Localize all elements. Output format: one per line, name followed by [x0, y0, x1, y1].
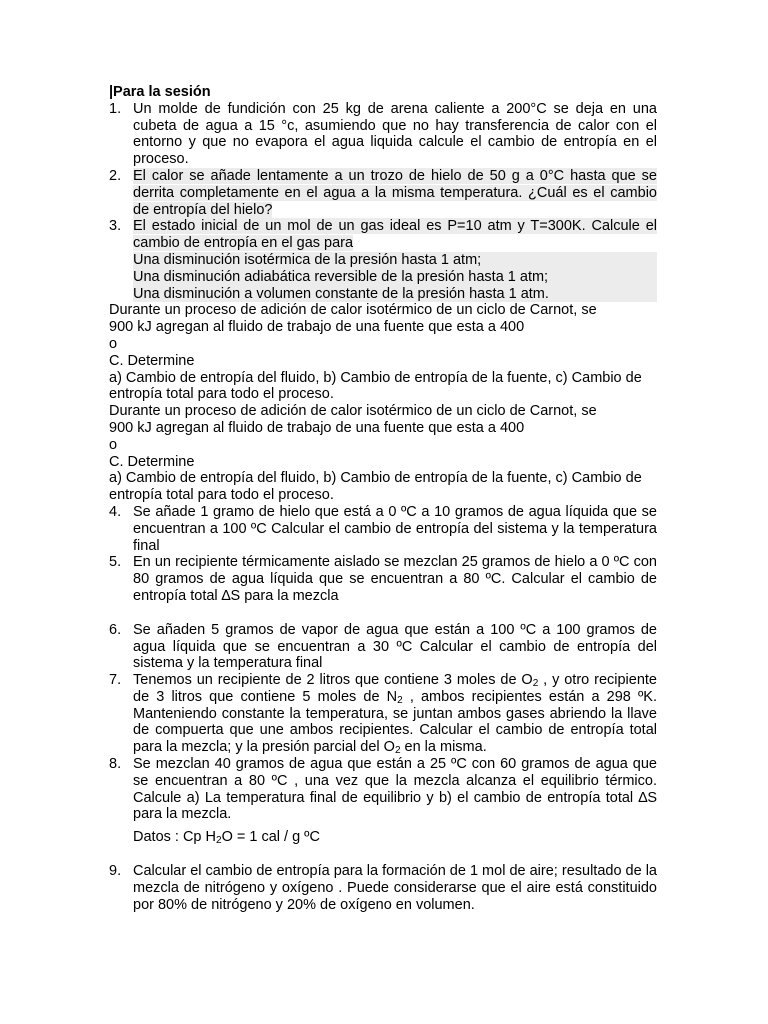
datos-text: O = 1 cal / g ºC: [221, 829, 320, 846]
question-number: 2.: [109, 167, 122, 184]
question-text-part: Tenemos un recipiente de 2 litros que contiene 3 moles de O: [133, 672, 533, 689]
subscript: 2: [394, 745, 401, 757]
sub-item: Una disminución isotérmica de la presión hasta 1 atm;: [133, 252, 657, 269]
section-heading: |Para la sesión: [109, 84, 211, 100]
question-8: [109, 756, 657, 846]
question-text: Se añaden 5 gramos de vapor de agua que están a 100 ºC a 100 gramos de agua líquida que se encuentran a 30 ºC Calcular el cambio de entropía del sistema y la temperatura final: [133, 621, 657, 672]
question-5: [109, 554, 657, 604]
question-text: El estado inicial de un mol de un gas ideal es P=10 atm y T=300K. Calcule el cambio de entropía en el gas para: [133, 218, 657, 252]
question-text-part: en la misma.: [400, 739, 487, 756]
carnot-line: o: [109, 436, 118, 453]
carnot-problem-1: [109, 302, 657, 403]
carnot-problem-2: [109, 403, 657, 504]
carnot-line: 900 kJ agregan al fluido de trabajo de una fuente que esta a 400: [109, 319, 525, 336]
question-6: [109, 622, 657, 672]
sub-item: Una disminución a volumen constante de la presión hasta 1 atm.: [133, 286, 657, 303]
question-text-part: , y otro recipiente de 3 litros que contiene 5 moles de N: [133, 672, 657, 705]
datos-line: [133, 829, 657, 846]
question-text: Un molde de fundición con 25 kg de arena caliente a 200°C se deja en una cubeta de agua a 15 °c, asumiendo que no hay transferencia de calor con el entorno y que no evapora el agua liquida calcule el cambio de entropía en el proceso.: [133, 100, 657, 168]
sub-item: Una disminución adiabática reversible de la presión hasta 1 atm;: [133, 269, 657, 286]
carnot-line: C. Determine: [109, 453, 195, 470]
question-text: El calor se añade lentamente a un trozo de hielo de 50 g a 0°C hasta que se derrita completamente en el agua a la misma temperatura. ¿Cuál es el cambio de entropía del hielo?: [133, 167, 657, 218]
question-7: [109, 672, 657, 756]
datos-text: Datos : Cp H: [133, 829, 216, 846]
question-number: 9.: [109, 863, 122, 880]
subscript: 2: [397, 694, 403, 706]
question-4: [109, 504, 657, 554]
question-number: 5.: [109, 554, 122, 571]
question-text: Se mezclan 40 gramos de agua que están a 25 ºC con 60 gramos de agua que se encuentran a 80 ºC , una vez que la mezcla alcanza el equilibrio térmico. Calcule a) La temperatura final de equilibrio y b) el cambio de entropía total ∆S para la mezcla.: [133, 756, 657, 823]
carnot-line: a) Cambio de entropía del fluido, b) Cambio de entropía de la fuente, c) Cambio de entropía total para todo el proceso.: [109, 470, 642, 504]
question-1: [109, 101, 657, 168]
spacer: [109, 846, 657, 863]
question-3: [109, 218, 657, 302]
question-number: 8.: [109, 756, 122, 773]
carnot-line: o: [109, 335, 118, 352]
carnot-line: Durante un proceso de adición de calor isotérmico de un ciclo de Carnot, se: [109, 403, 597, 420]
carnot-line: Durante un proceso de adición de calor isotérmico de un ciclo de Carnot, se: [109, 302, 597, 319]
question-number: 3.: [109, 218, 122, 235]
carnot-line: C. Determine: [109, 352, 195, 369]
question-text: En un recipiente térmicamente aislado se mezclan 25 gramos de hielo a 0 ºC con 80 gramos de agua líquida que se encuentran a 80 ºC. Calcular el cambio de entropía total ∆S para la mezcla: [133, 554, 657, 604]
question-text-part: , ambos recipientes están a 298 ºK. Manteniendo constante la temperatura, se juntan ambos gases abriendo la llave de compuerta que une ambos recipientes. Calcular el cambio de entropía total para la mezcla; y la presión parcial del O: [133, 688, 657, 756]
carnot-line: a) Cambio de entropía del fluido, b) Cambio de entropía de la fuente, c) Cambio de entropía total para todo el proceso.: [109, 369, 642, 403]
question-text: Se añade 1 gramo de hielo que está a 0 ºC a 10 gramos de agua líquida que se encuentran a 100 ºC Calcular el cambio de entropía del sistema y la temperatura final: [133, 503, 657, 554]
subscript: 2: [216, 835, 222, 847]
question-number: 7.: [109, 672, 122, 689]
document-body: [109, 84, 657, 913]
question-2: [109, 168, 657, 218]
question-number: 6.: [109, 621, 122, 638]
question-text: Calcular el cambio de entropía para la formación de 1 mol de aire; resultado de la mezcla de nitrógeno y oxígeno . Puede considerarse que el aire está constituido por 80% de nitrógeno y 20% de oxígeno en volumen.: [133, 863, 657, 913]
question-number: 1.: [109, 100, 122, 117]
question-9: [109, 863, 657, 913]
question-number: 4.: [109, 503, 122, 520]
carnot-line: 900 kJ agregan al fluido de trabajo de una fuente que esta a 400: [109, 419, 525, 436]
spacer: [109, 605, 657, 622]
subscript: 2: [532, 678, 539, 690]
